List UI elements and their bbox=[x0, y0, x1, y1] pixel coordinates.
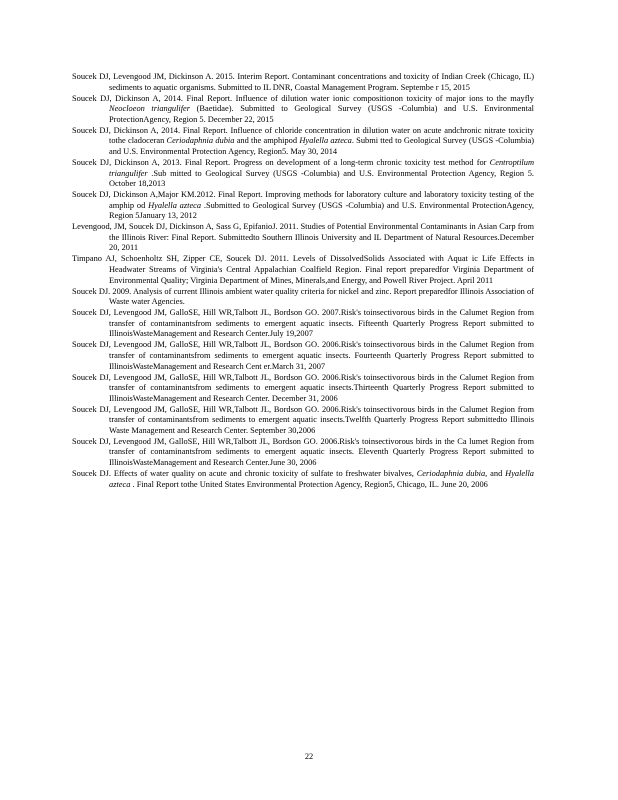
reference-text: Soucek DJ, Levengood JM, GalloSE, Hill WR,Talbott JL, Bordson GO. 2006.Risk's toinsectivorous birds in the Calumet Region from transfer of contaminantsfrom sediments to emergent aquatic insects.Twelfth Quarterly Progress Report submittedto Illinois Waste Management and Research Center. September 30,2006 bbox=[72, 404, 534, 435]
reference-entry bbox=[72, 287, 534, 308]
reference-entry bbox=[72, 158, 534, 190]
reference-entry bbox=[72, 190, 534, 222]
reference-text: Soucek DJ, Dickinson A, 2013. Final Report. Progress on development of a long-term chronic toxicity test method for bbox=[72, 157, 490, 167]
species-name: Centroptilum triangulifer bbox=[109, 157, 534, 178]
species-name: Hyalella azteca bbox=[148, 200, 202, 210]
reference-entry bbox=[72, 94, 534, 126]
reference-entry bbox=[72, 308, 534, 340]
reference-entry bbox=[72, 437, 534, 469]
reference-text: and the amphipod bbox=[234, 136, 300, 146]
reference-entry bbox=[72, 254, 534, 286]
reference-text: (Baetidae). Submitted to Geological Survey (USGS -Columbia) and U.S. Environmental ProtectionAgency, Region 5. December 22, 2015 bbox=[109, 104, 534, 124]
reference-text: Soucek DJ. 2009. Analysis of current Illinois ambient water quality criteria for nickel and zinc. Report preparedfor Illinois Association of Waste water Agencies. bbox=[72, 286, 534, 307]
reference-entry bbox=[72, 222, 534, 254]
reference-entry bbox=[72, 72, 534, 93]
page-number: 22 bbox=[304, 752, 314, 761]
reference-text: Soucek DJ, Dickinson A, 2014. Final Report. Influence of chloride concentration in dilution water on acute andchronic nitrate toxicity tothe cladoceran bbox=[72, 125, 534, 146]
reference-text: Soucek DJ, Dickinson A, 2014. Final Report. Influence of dilution water ionic compositionon toxicity of major ions to the mayfly bbox=[72, 93, 534, 103]
reference-entry bbox=[72, 126, 534, 158]
species-name: Ceriodaphnia dubia bbox=[166, 136, 235, 146]
reference-text: Soucek DJ. Effects of water quality on acute and chronic toxicity of sulfate to freshwater bivalves, bbox=[72, 469, 417, 479]
reference-list bbox=[72, 72, 534, 491]
species-name: Hyalella azteca bbox=[109, 469, 534, 489]
reference-text: . Submi tted to Geological Survey (USGS -Columbia) and U.S. Environmental Protection Agency, Region5. May 30, 2014 bbox=[109, 136, 534, 156]
reference-text: and bbox=[487, 469, 506, 479]
reference-text: Soucek DJ, Levengood JM, GalloSE, Hill WR,Talbott JL, Bordson GO. 2006.Risk's toinsectivorous birds in the Ca lumet Region from transfer of contaminantsfrom sediments to emergent aquatic insects. Eleventh Quarterly Progress Report submitted to IllinoisWasteManagement and Research Center.June 30, 2006 bbox=[72, 436, 534, 468]
reference-text: . Final Report tothe United States Environmental Protection Agency, Region5, Chicago, IL. June 20, 2006 bbox=[130, 479, 488, 489]
reference-entry bbox=[72, 340, 534, 372]
reference-text: Soucek DJ, Levengood JM, GalloSE, Hill WR,Talbott JL, Bordson GO. 2006.Risk's toinsectivorous birds in the Calumet Region from transfer of contaminantsfrom sediments to emergent aquatic insects. Fourteenth Quarterly Progress Report submitted to IllinoisWasteManagement and Research Cent er.March 31, 2007 bbox=[72, 340, 534, 371]
species-name: Neocloeon triangulifer bbox=[109, 104, 191, 114]
reference-text: Soucek DJ, Dickinson A,Major KM.2012. Final Report. Improving methods for laboratory culture and laboratory toxicity testing of the amphip od bbox=[72, 190, 534, 210]
reference-text: Levengood, JM, Soucek DJ, Dickinson A, Sass G, EpifanioJ. 2011. Studies of Potential Environmental Contaminants in Asian Carp from the Illinois River: Final Report. Submittedto Southern Illinois University and IL Department of Natural Resources.December 20, 2011 bbox=[72, 222, 534, 253]
reference-text: Timpano AJ, Schoenholtz SH, Zipper CE, Soucek DJ. 2011. Levels of DissolvedSolids Associated with Aquat ic Life Effects in Headwater Streams of Virginia's Central Appalachian Coalfield Region. Final report preparedfor Virginia Department of Environmental Quality; Virginia Department of Mines, Minerals,and Energy, and Powell River Project. April 2011 bbox=[72, 254, 534, 285]
reference-text: Soucek DJ, Levengood JM, Dickinson A. 2015. Interim Report. Contaminant concentrations and toxicity of Indian Creek (Chicago, IL) sediments to aquatic organisms. Submitted to IL DNR, Coastal Management Program. Septembe r 15, 2015 bbox=[72, 72, 534, 92]
species-name: Ceriodaphnia dubia, bbox=[416, 469, 488, 479]
reference-entry bbox=[72, 405, 534, 437]
reference-text: .Sub mitted to Geological Survey (USGS -Columbia) and U.S. Environmental Protection Agency, Region 5. October 18,2013 bbox=[109, 168, 534, 189]
reference-entry bbox=[72, 469, 534, 490]
reference-text: Soucek DJ, Levengood JM, GalloSE, Hill WR,Talbott JL, Bordson GO. 2006.Risk's toinsectivorous birds in the Calumet Region from transfer of contaminantsfrom sediments to emergent aquatic insects.Thirteenth Quarterly Progress Report submitted to IllinoisWasteManagement and Research Center. December 31, 2006 bbox=[72, 372, 534, 403]
species-name: Hyalella azteca bbox=[299, 136, 352, 146]
reference-entry bbox=[72, 373, 534, 405]
reference-text: .Submitted to Geological Survey (USGS -Columbia) and U.S. Environmental ProtectionAgency, Region 5January 13, 2012 bbox=[109, 200, 534, 221]
reference-text: Soucek DJ, Levengood JM, GalloSE, Hill WR,Talbott JL, Bordson GO. 2007.Risk's toinsectivorous birds in the Calumet Region from transfer of contaminantsfrom sediments to emergent aquatic insects. Fifteenth Quarterly Progress Report submitted to IllinoisWasteManagement and Research Center.July 19,2007 bbox=[72, 308, 534, 339]
